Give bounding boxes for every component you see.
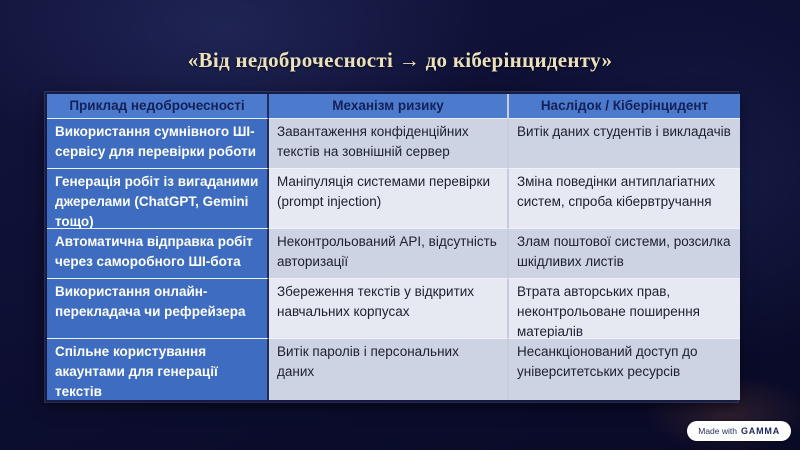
column-header-mechanism: Механізм ризику [269,94,509,119]
cell-mechanism: Неконтрольований API, відсутність авторизації [269,229,509,279]
made-with-gamma-badge[interactable] [687,421,791,441]
cell-consequence: Злам поштової системи, розсилка шкідливих листів [509,229,740,279]
cell-example: Автоматична відправка робіт через саморобного ШІ-бота [47,229,269,279]
column-header-example: Приклад недоброчесності [47,94,269,119]
cell-consequence: Втрата авторських прав, неконтрольоване поширення матеріалів [509,279,740,339]
cell-consequence: Зміна поведінки антиплагіатних систем, спроба кібервтручання [509,169,740,229]
cell-example: Спільне користування акаунтами для генерації текстів [47,339,269,400]
column-header-consequence: Наслідок / Кіберінцидент [509,94,740,119]
cell-example: Генерація робіт із вигаданими джерелами (ChatGPT, Gemini тощо) [47,169,269,229]
cell-example: Використання сумнівного ШІ-сервісу для перевірки роботи [47,119,269,169]
cell-example: Використання онлайн-перекладача чи рефрейзера [47,279,269,339]
cell-mechanism: Маніпуляція системами перевірки (prompt injection) [269,169,509,229]
cell-consequence: Несанкціонований доступ до університетських ресурсів [509,339,740,400]
cell-consequence: Витік даних студентів і викладачів [509,119,740,169]
cell-mechanism: Збереження текстів у відкритих навчальних корпусах [269,279,509,339]
badge-label: Made with [698,426,737,436]
cell-mechanism: Завантаження конфіденційних текстів на зовнішній сервер [269,119,509,169]
gamma-logo: GAMMA [741,426,780,436]
slide-title: «Від недоброчесності → до кіберінциденту» [187,48,613,72]
risk-table [45,92,738,402]
cell-mechanism: Витік паролів і персональних даних [269,339,509,400]
